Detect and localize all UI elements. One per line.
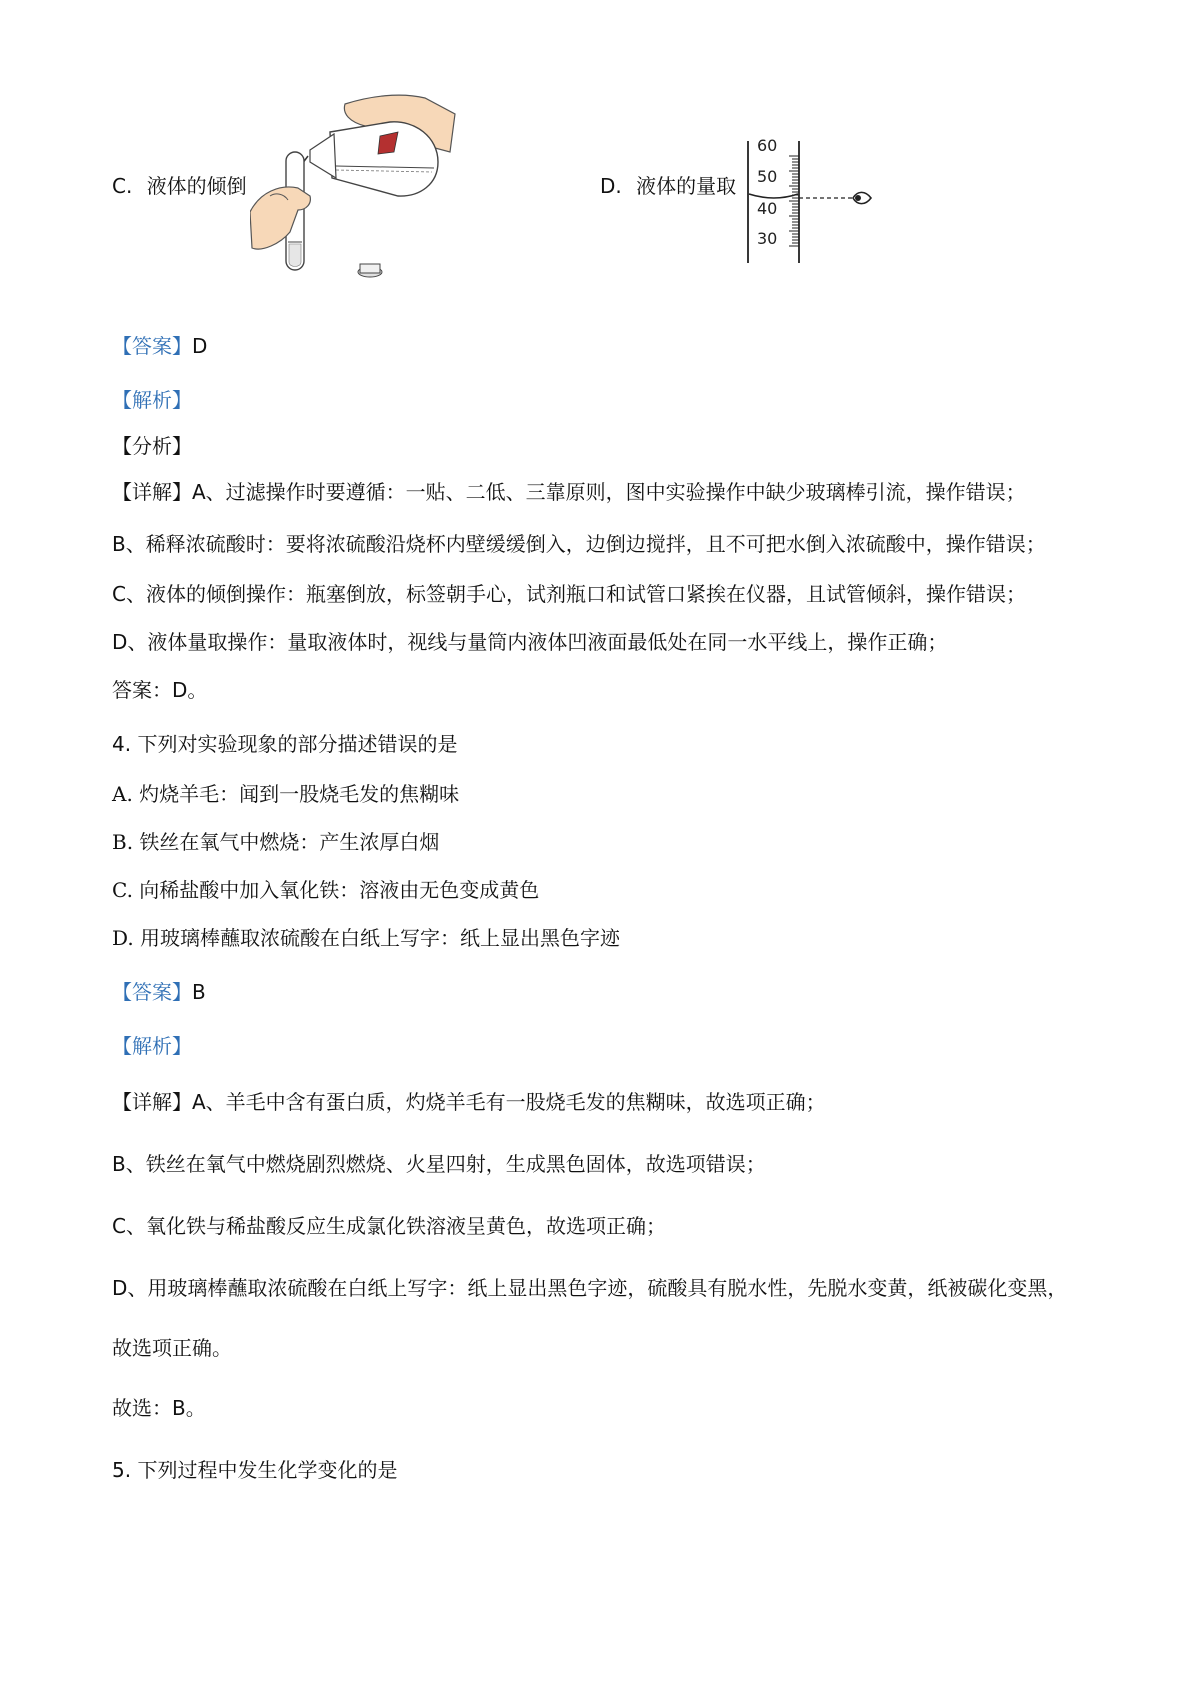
tick-label-40: 40 bbox=[757, 199, 778, 218]
answer-value: D bbox=[192, 334, 208, 358]
q4-answer-line bbox=[112, 978, 206, 1006]
q3-detail-line-b: B、稀释浓硫酸时：要将浓硫酸沿烧杯内壁缓缓倒入，边倒边搅拌，且不可把水倒入浓硫酸中，操作错误； bbox=[112, 532, 1046, 556]
q3-analysis-tag: 【解析】 bbox=[112, 388, 192, 412]
q4-detail-line-d2: 故选项正确。 bbox=[112, 1336, 232, 1360]
answer-tag: 【答案】 bbox=[112, 334, 192, 358]
option-d-text: 液体的量取 bbox=[636, 174, 737, 198]
q4-option-c: C. 向稀盐酸中加入氧化铁：溶液由无色变成黄色 bbox=[112, 878, 540, 902]
q4-option-a: A. 灼烧羊毛：闻到一股烧毛发的焦糊味 bbox=[112, 782, 460, 806]
q4-detail-line-c: C、氧化铁与稀盐酸反应生成氯化铁溶液呈黄色，故选项正确； bbox=[112, 1214, 666, 1238]
detail-tag: 【详解】 bbox=[112, 1090, 192, 1114]
option-c-label bbox=[112, 172, 247, 200]
q4-detail-line-b: B、铁丝在氧气中燃烧剧烈燃烧、火星四射，生成黑色固体，故选项错误； bbox=[112, 1152, 766, 1176]
q4-detail-line-a bbox=[112, 1088, 826, 1116]
q3-fenxi-tag: 【分析】 bbox=[112, 434, 192, 458]
cylinder-tick-marks bbox=[789, 156, 799, 246]
q4-conclusion: 故选：B。 bbox=[112, 1396, 206, 1420]
option-d-letter: D. bbox=[600, 174, 622, 198]
liquid-pouring-illustration bbox=[250, 92, 460, 304]
answer-tag: 【答案】 bbox=[112, 980, 192, 1004]
q3-detail-line-d: D、液体量取操作：量取液体时，视线与量筒内液体凹液面最低处在同一水平线上，操作正确； bbox=[112, 630, 948, 654]
detail-tag: 【详解】 bbox=[112, 480, 192, 504]
tick-label-30: 30 bbox=[757, 229, 778, 248]
option-c-text: 液体的倾倒 bbox=[146, 174, 247, 198]
eye-icon bbox=[853, 192, 871, 203]
option-c-letter: C. bbox=[112, 174, 133, 198]
q4-detail-line-d1: D、用玻璃棒蘸取浓硫酸在白纸上写字：纸上显出黑色字迹，硫酸具有脱水性，先脱水变黄，纸被碳化变黑， bbox=[112, 1276, 1068, 1300]
q5-stem: 5. 下列过程中发生化学变化的是 bbox=[112, 1458, 398, 1482]
graduated-cylinder-reading bbox=[745, 138, 875, 268]
option-d-label bbox=[600, 172, 736, 200]
q3-conclusion: 答案：D。 bbox=[112, 678, 208, 702]
detail-a-text: A、过滤操作时要遵循：一贴、二低、三靠原则，图中实验操作中缺少玻璃棒引流，操作错误； bbox=[192, 480, 1026, 504]
tick-label-50: 50 bbox=[757, 167, 778, 186]
detail-a-text: A、羊毛中含有蛋白质，灼烧羊毛有一股烧毛发的焦糊味，故选项正确； bbox=[192, 1090, 826, 1114]
q4-option-d: D. 用玻璃棒蘸取浓硫酸在白纸上写字：纸上显出黑色字迹 bbox=[112, 926, 621, 950]
q3-detail-line-c: C、液体的倾倒操作：瓶塞倒放，标签朝手心，试剂瓶口和试管口紧挨在仪器，且试管倾斜，操作错误； bbox=[112, 582, 1026, 606]
q3-answer-line bbox=[112, 332, 207, 360]
answer-value: B bbox=[192, 980, 206, 1004]
q3-detail-line-a bbox=[112, 478, 1026, 506]
q4-stem: 4. 下列对实验现象的部分描述错误的是 bbox=[112, 732, 458, 756]
q4-option-b: B. 铁丝在氧气中燃烧：产生浓厚白烟 bbox=[112, 830, 440, 854]
q4-analysis-tag: 【解析】 bbox=[112, 1034, 192, 1058]
tick-label-60: 60 bbox=[757, 138, 778, 155]
